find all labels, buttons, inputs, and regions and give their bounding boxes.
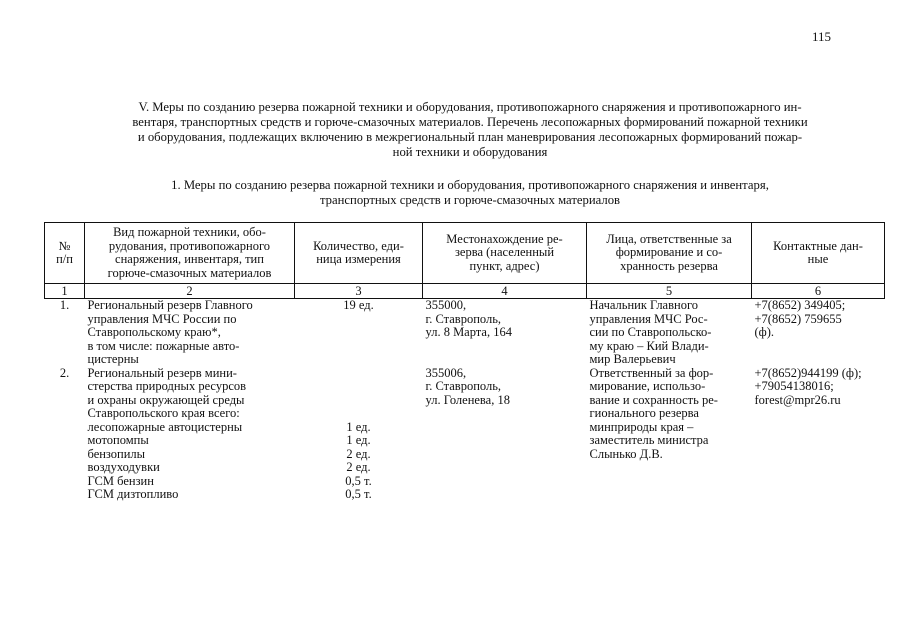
row-number: 1. — [59, 298, 70, 312]
quantity: 19 ед. — [343, 298, 374, 312]
table-row — [45, 367, 885, 502]
section-title-line: V. Меры по созданию резерва пожарной техники и оборудования, противопожарного снаряжения и противопожарного ин- — [138, 100, 802, 114]
header-type: Вид пожарной техники, обо- рудования, противопожарного снаряжения, инвентаря, тип горюче-смазочных материалов — [85, 223, 295, 284]
header-num: № п/п — [45, 223, 85, 284]
contacts: +7(8652)944199 (ф); +79054138016; forest@mpr26.ru — [754, 365, 862, 407]
column-number: 4 — [423, 284, 587, 299]
header-contacts: Контактные дан- ные — [752, 223, 885, 284]
responsible-person: Ответственный за фор- мирование, использо- вание и сохранность ре- гионального резерва минприроды края – заместитель министра Слынько Д.В. — [589, 365, 718, 461]
header-location: Местонахождение ре- зерва (населенный пункт, адрес) — [423, 223, 587, 284]
subsection-title-line: 1. Меры по созданию резерва пожарной техники и оборудования, противопожарного снаряжения и инвентаря, — [171, 178, 769, 192]
subsection-title — [60, 178, 880, 207]
reserve-type: Региональный резерв Главного управления МЧС России по Ставропольскому краю*, в том числе: пожарные авто- цистерны — [87, 298, 253, 366]
reserve-type: Региональный резерв мини- стерства природных ресурсов и охраны окружающей среды Ставропольского края всего: лесопожарные автоцистерны мотопомпы бензопилы воздуходувки ГСМ бензин ГСМ дизтопливо — [87, 365, 247, 501]
page-number: 115 — [812, 29, 832, 44]
table-row — [45, 299, 885, 367]
column-number-row — [45, 284, 885, 299]
column-number: 6 — [752, 284, 885, 299]
header-responsible: Лица, ответственные за формирование и со- хранность резерва — [587, 223, 752, 284]
responsible-person: Начальник Главного управления МЧС Рос- сии по Ставропольско- му краю – Кий Влади- мир Валерьевич — [589, 298, 712, 366]
section-title — [60, 100, 880, 160]
column-number: 3 — [295, 284, 423, 299]
header-quantity: Количество, еди- ница измерения — [295, 223, 423, 284]
location: 355006, г. Ставрополь, ул. Голенева, 18 — [425, 365, 510, 407]
section-title-line: ной техники и оборудования — [392, 145, 548, 159]
subsection-title-line: транспортных средств и горюче-смазочных материалов — [319, 192, 621, 207]
row-number: 2. — [59, 365, 70, 380]
column-number: 1 — [45, 284, 85, 299]
column-number: 2 — [85, 284, 295, 299]
table-header-row — [45, 223, 885, 284]
column-number: 5 — [587, 284, 752, 299]
section-title-line: и оборудования, подлежащих включению в межрегиональный план маневрирования лесопожарных формирований пожар- — [137, 130, 803, 144]
quantity: 1 ед. 1 ед. 2 ед. 2 ед. 0,5 т. 0,5 т. — [345, 419, 372, 501]
section-title-line: вентаря, транспортных средств и горюче-смазочных материалов. Перечень лесопожарных формирований пожарной техники — [132, 115, 808, 129]
contacts: +7(8652) 349405; +7(8652) 759655 (ф). — [754, 298, 846, 339]
location: 355000, г. Ставрополь, ул. 8 Марта, 164 — [425, 298, 512, 339]
reserve-table — [44, 222, 885, 502]
